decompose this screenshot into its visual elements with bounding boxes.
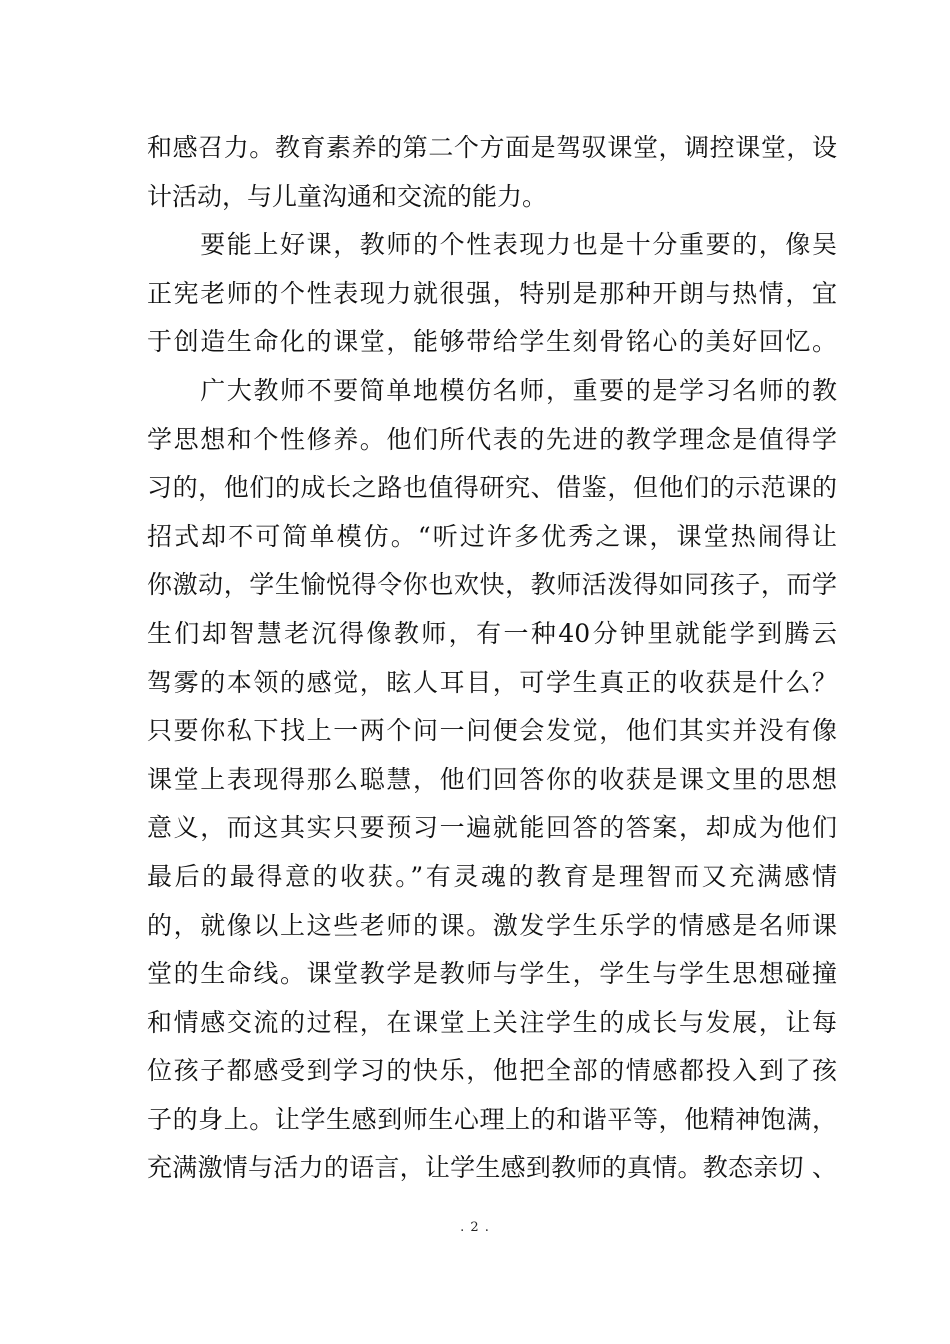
text-line: 课堂上表现得那么聪慧，他们回答你的收获是课文里的思想 bbox=[147, 764, 837, 794]
text-line: 要能上好课，教师的个性表现力也是十分重要的，像吴 bbox=[147, 230, 837, 260]
text-line: 意义，而这其实只要预习一遍就能回答的答案，却成为他们 bbox=[147, 813, 837, 843]
text-line: 驾雾的本领的感觉，眩人耳目，可学生真正的收获是什么？ bbox=[147, 667, 837, 697]
text-line: 广大教师不要简单地模仿名师，重要的是学习名师的教 bbox=[147, 375, 837, 405]
text-line: 和情感交流的过程，在课堂上关注学生的成长与发展，让每 bbox=[147, 1007, 837, 1037]
text-line: 招式却不可简单模仿。“听过许多优秀之课，课堂热闹得让 bbox=[147, 521, 837, 551]
text-line: 最后的最得意的收获。”有灵魂的教育是理智而又充满感情 bbox=[147, 861, 837, 891]
text-line: 于创造生命化的课堂，能够带给学生刻骨铭心的美好回忆。 bbox=[147, 327, 837, 357]
text-line: 和感召力。教育素养的第二个方面是驾驭课堂，调控课堂，设 bbox=[147, 133, 837, 162]
text-line: 正宪老师的个性表现力就很强，特别是那种开朗与热情，宜 bbox=[147, 278, 837, 308]
text-line: 的，就像以上这些老师的课。激发学生乐学的情感是名师课 bbox=[147, 910, 837, 940]
body-text bbox=[147, 124, 837, 1193]
text-line: 你激动，学生愉悦得令你也欢快，教师活泼得如同孩子，而学 bbox=[147, 570, 837, 600]
text-line: 只要你私下找上一两个问一问便会发觉，他们其实并没有像 bbox=[147, 716, 837, 746]
text-line: 学思想和个性修养。他们所代表的先进的教学理念是值得学 bbox=[147, 424, 837, 454]
page-number: . 2 . bbox=[460, 1220, 490, 1235]
text-line: 生们却智慧老沉得像教师，有一种40分钟里就能学到腾云 bbox=[147, 618, 837, 648]
text-line: 堂的生命线。课堂教学是教师与学生，学生与学生思想碰撞 bbox=[147, 959, 837, 989]
text-line: 计活动，与儿童沟通和交流的能力。 bbox=[147, 181, 548, 211]
text-line: 习的，他们的成长之路也值得研究、借鉴，但他们的示范课的 bbox=[147, 473, 837, 503]
text-line: 子的身上。让学生感到师生心理上的和谐平等，他精神饱满， bbox=[147, 1104, 837, 1134]
text-line: 位孩子都感受到学习的快乐，他把全部的情感都投入到了孩 bbox=[147, 1056, 837, 1086]
text-line: 充满激情与活力的语言，让学生感到教师的真情。教态亲切 、 bbox=[147, 1153, 837, 1183]
